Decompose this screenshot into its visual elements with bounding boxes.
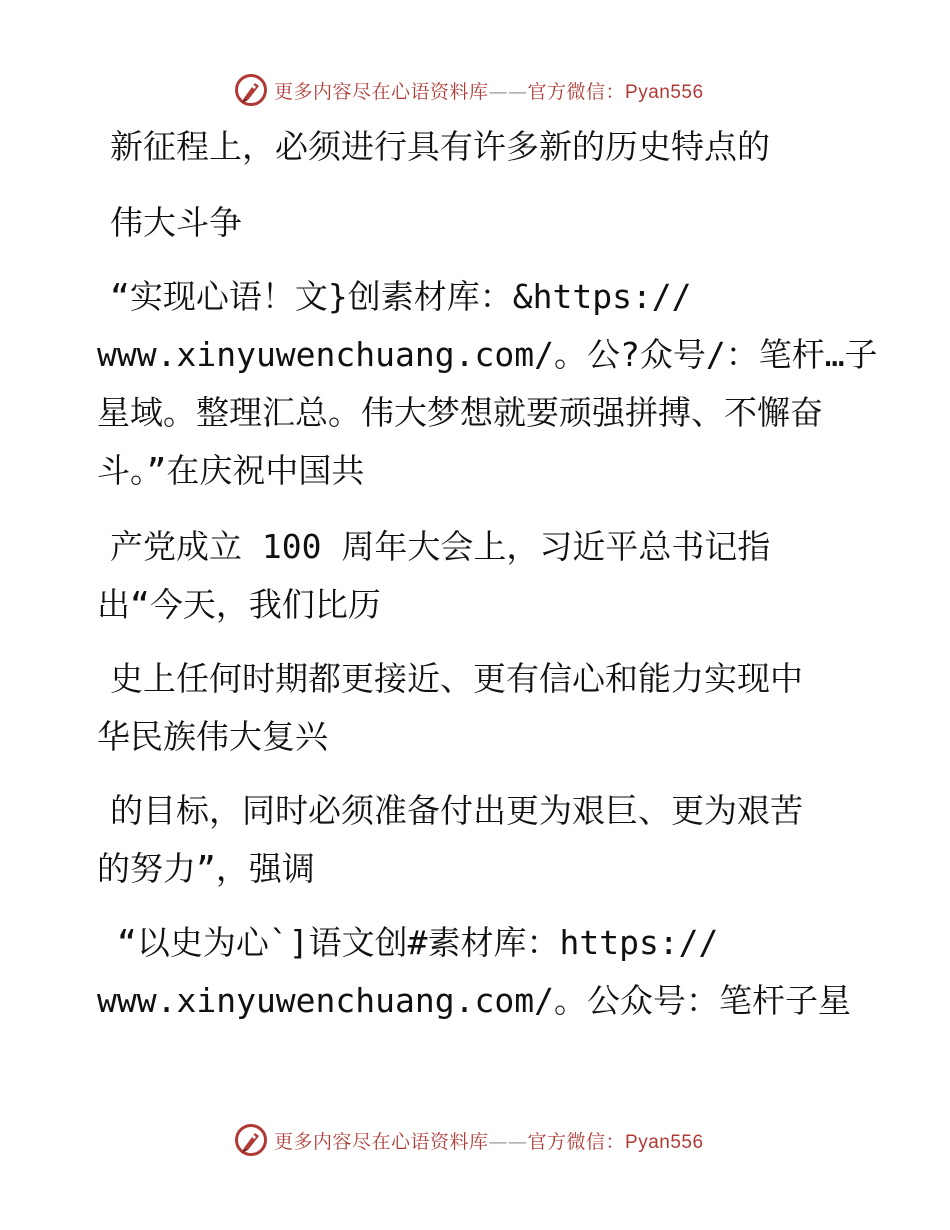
pen-logo-icon: [234, 1123, 268, 1157]
watermark-official-label: 官方微信：: [527, 80, 626, 103]
body-line: “实现心语！文}创素材库：&https://: [110, 277, 692, 316]
body-line: www.xinyuwenchuang.com/。公?众号/：笔杆…子: [97, 335, 878, 374]
body-line: 伟大斗争: [110, 203, 242, 242]
watermark-account: Pyan556: [625, 81, 704, 103]
watermark-dash: ——: [488, 80, 528, 103]
watermark-account: Pyan556: [625, 1131, 704, 1153]
header-watermark-banner: [234, 72, 704, 108]
body-line: 史上任何时期都更接近、更有信心和能力实现中: [110, 659, 803, 698]
body-line: 出“今天，我们比历: [97, 585, 381, 624]
watermark-official-label: 官方微信：: [527, 1130, 626, 1153]
body-line: www.xinyuwenchuang.com/。公众号：笔杆子星: [97, 981, 851, 1020]
body-line: 新征程上，必须进行具有许多新的历史特点的: [110, 127, 770, 166]
body-line: 斗。”在庆祝中国共: [97, 451, 365, 490]
body-line: 华民族伟大复兴: [97, 717, 328, 756]
watermark-dash: ——: [488, 1130, 528, 1153]
body-line: 星域。整理汇总。伟大梦想就要顽强拼搏、不懈奋: [97, 393, 823, 432]
pen-logo-icon: [234, 73, 268, 107]
watermark-text: [274, 1127, 704, 1154]
watermark-main-text: 更多内容尽在心语资料库: [274, 1130, 489, 1153]
footer-watermark-banner: [234, 1122, 704, 1158]
watermark-main-text: 更多内容尽在心语资料库: [274, 80, 489, 103]
body-line: “以史为心`]语文创#素材库：https://: [117, 923, 719, 962]
body-line: 的目标，同时必须准备付出更为艰巨、更为艰苦: [110, 791, 803, 830]
watermark-text: [274, 77, 704, 104]
body-line: 的努力”，强调: [97, 849, 315, 888]
body-line: 产党成立 100 周年大会上，习近平总书记指: [110, 527, 771, 566]
